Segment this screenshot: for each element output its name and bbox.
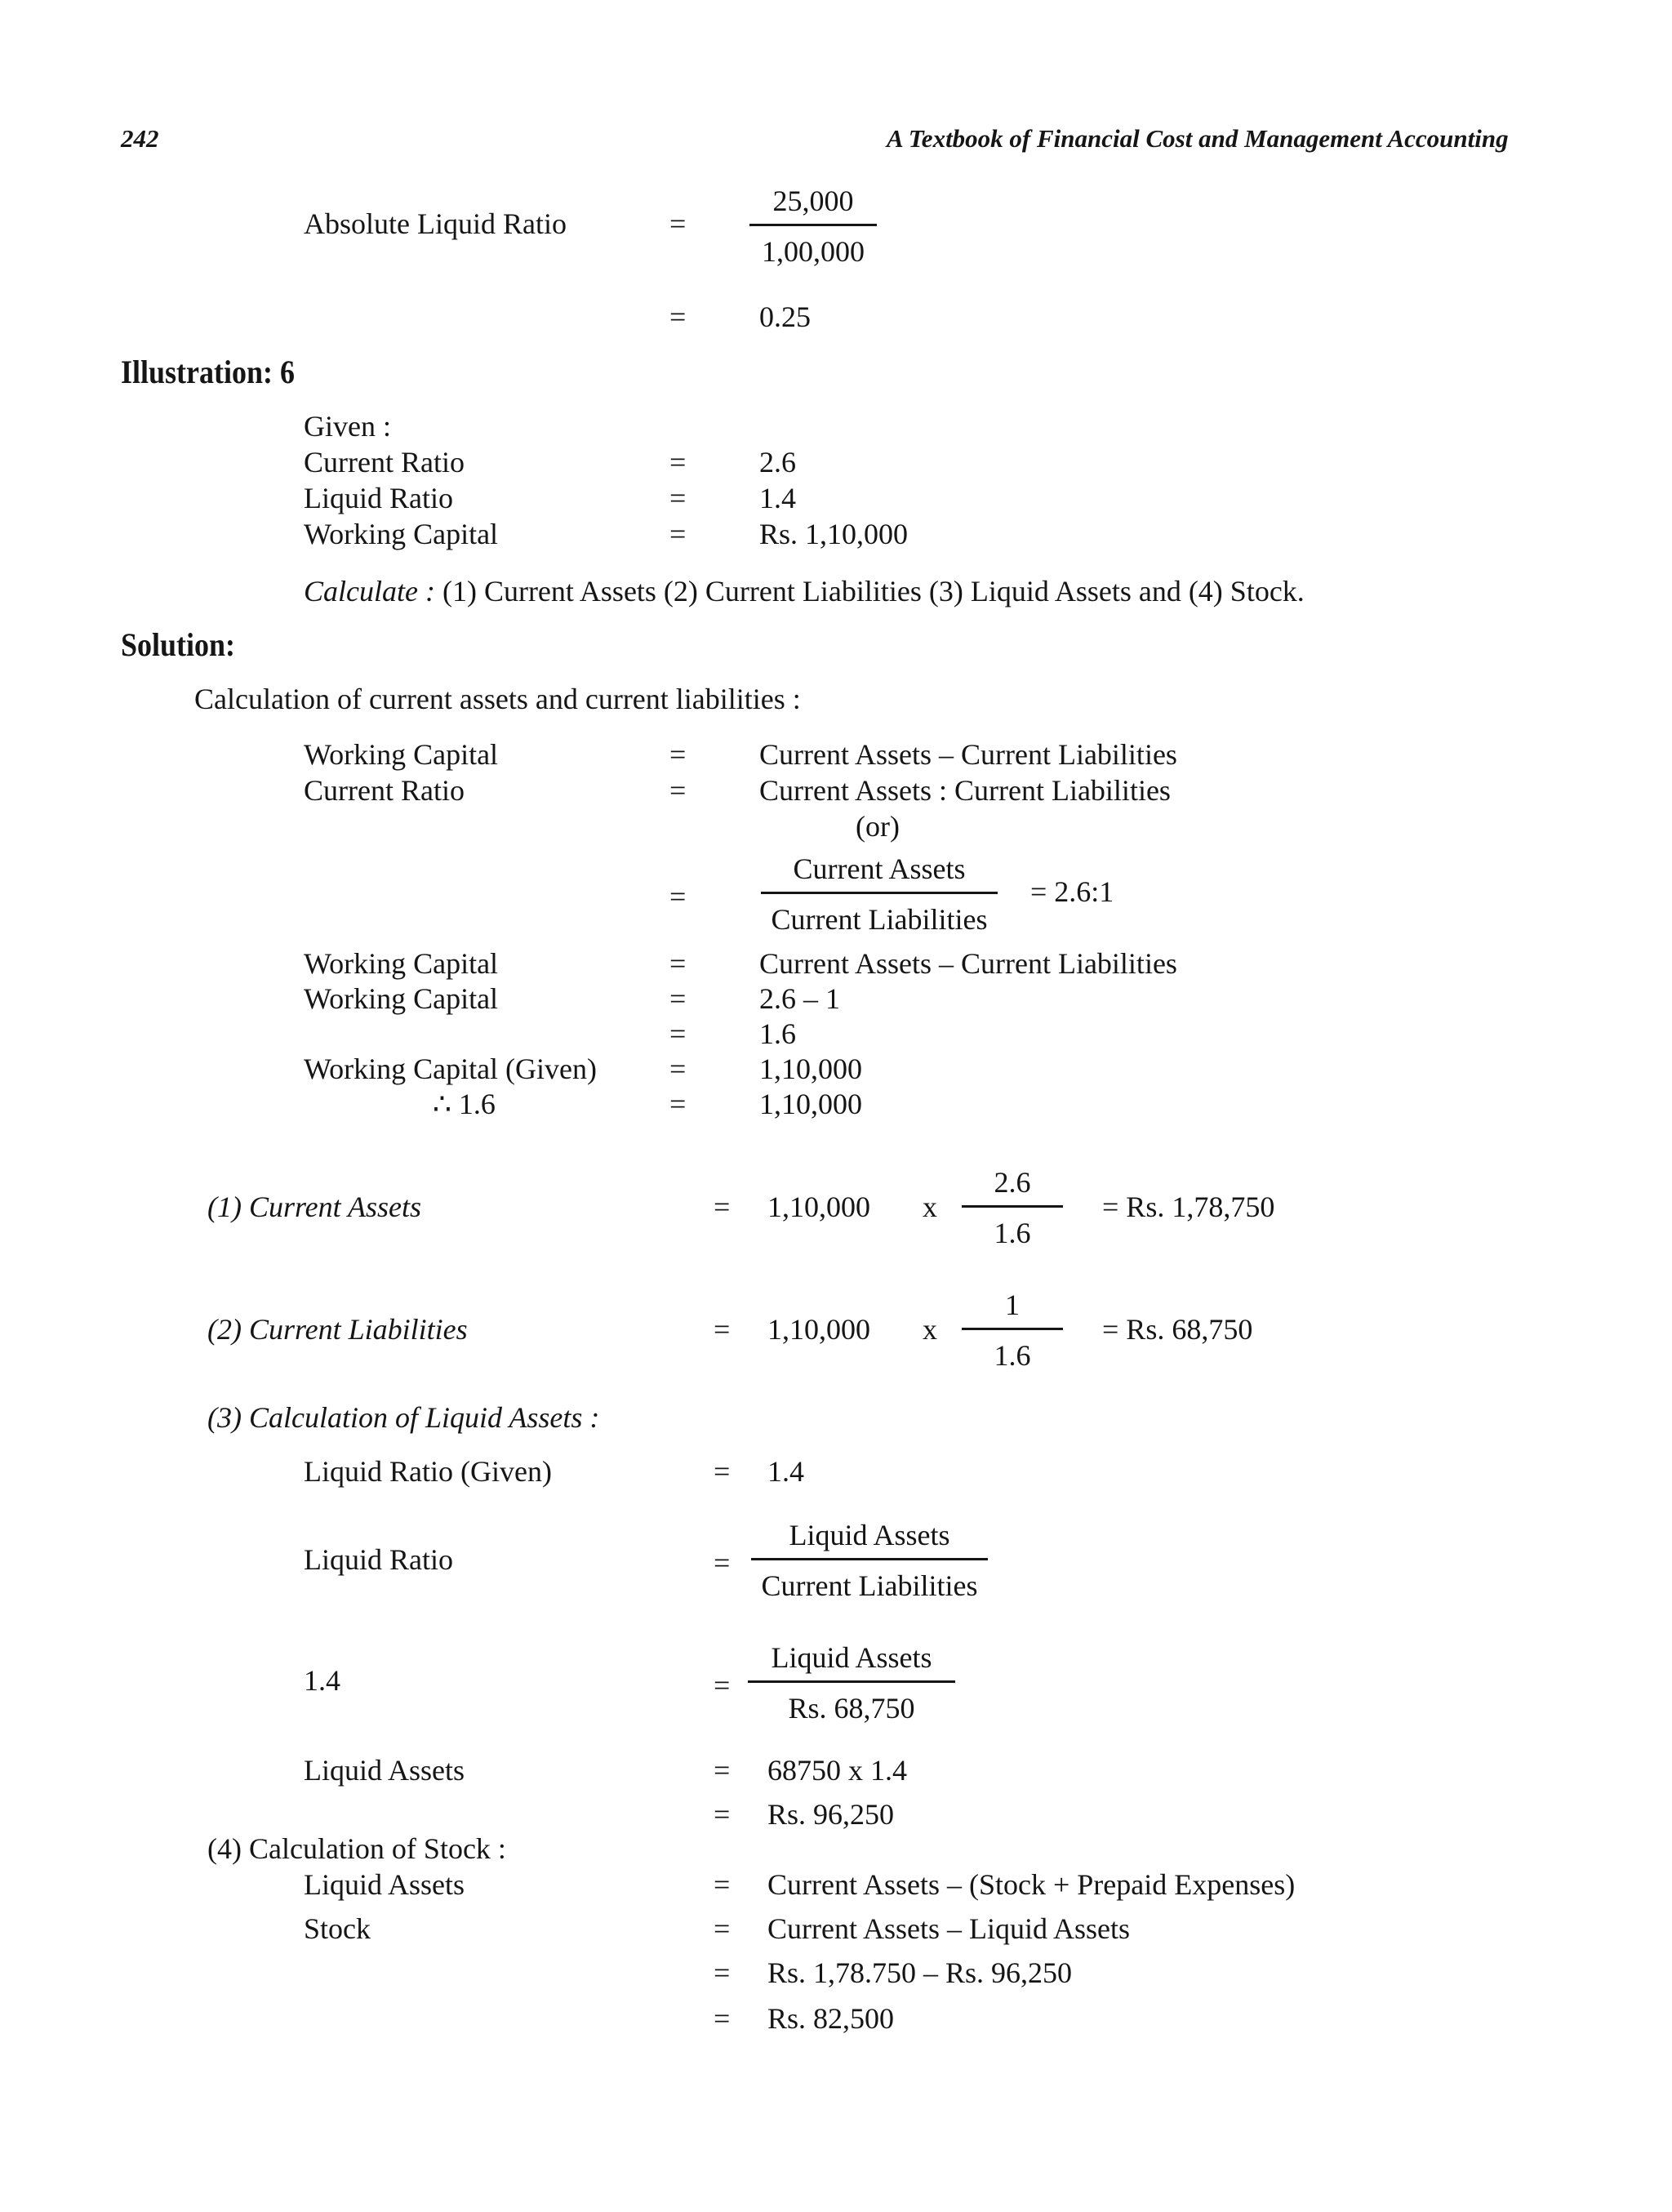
equals-sign: = (714, 1191, 731, 1223)
equals-sign: = (669, 774, 687, 807)
solution-row-label: Current Ratio (304, 774, 465, 807)
part2-label: (2) Current Liabilities (207, 1313, 468, 1346)
absolute-liquid-fraction (749, 181, 877, 268)
part3-heading: (3) Calculation of Liquid Assets : (207, 1401, 600, 1434)
or-text: (or) (856, 810, 900, 843)
equals-sign: = (714, 1798, 731, 1831)
current-ratio-result: = 2.6:1 (1030, 875, 1114, 908)
equals-sign: = (714, 1313, 731, 1346)
equals-sign: = (714, 1455, 731, 1488)
fraction-bar (761, 892, 998, 894)
stock-row-value: Rs. 1,78.750 – Rs. 96,250 (767, 1956, 1073, 1989)
solution-row-label: Working Capital (304, 947, 499, 980)
stock-row-value: Current Assets – Liquid Assets (767, 1912, 1131, 1945)
liquid-ratio-label: Liquid Ratio (304, 1543, 453, 1576)
equals-sign: = (714, 1868, 731, 1901)
equals-sign: = (669, 947, 687, 980)
given-row-value: 1.4 (759, 482, 796, 514)
equals-sign: = (714, 1547, 731, 1579)
part2-fraction (962, 1285, 1063, 1370)
equals-sign: = (669, 207, 687, 240)
fraction-numerator: Liquid Assets (789, 1519, 950, 1551)
fraction-bar (749, 224, 877, 226)
equals-sign: = (669, 1017, 687, 1050)
liquid-assets-fraction (748, 1638, 955, 1723)
equals-sign: = (669, 518, 687, 550)
equals-sign: = (714, 1669, 731, 1702)
equals-sign: = (714, 1912, 731, 1945)
solution-row-label: Working Capital (304, 738, 499, 771)
solution-heading: Solution: (121, 626, 236, 663)
illustration-heading: Illustration: 6 (121, 354, 296, 390)
fraction-numerator: 25,000 (772, 185, 854, 217)
liquid-ratio-fraction (751, 1515, 988, 1600)
given-row-label: Current Ratio (304, 446, 465, 478)
equals-sign: = (714, 1754, 731, 1787)
given-row-value: 2.6 (759, 446, 796, 478)
solution-row-value: 1,10,000 (759, 1088, 862, 1120)
fraction-denominator: 1.6 (994, 1217, 1031, 1249)
calculate-line (304, 576, 1305, 606)
solution-row-value: Current Assets – Current Liabilities (759, 947, 1177, 980)
equals-sign: = (714, 1956, 731, 1989)
solution-row-label: Working Capital (304, 982, 499, 1015)
stock-row-label: Stock (304, 1912, 371, 1945)
equals-sign: = (669, 880, 687, 913)
fraction-numerator: Liquid Assets (771, 1641, 932, 1674)
absolute-liquid-result: 0.25 (759, 300, 811, 333)
part2-value: 1,10,000 (767, 1313, 870, 1346)
liquid-ratio-given-value: 1.4 (767, 1455, 804, 1488)
fraction-denominator: Rs. 68,750 (788, 1692, 915, 1725)
equals-sign: = (669, 1088, 687, 1120)
times-sign: x (923, 1191, 937, 1223)
fraction-bar (748, 1680, 955, 1683)
solution-row-label: Working Capital (Given) (304, 1053, 598, 1085)
given-label: Given : (304, 410, 391, 443)
fraction-denominator: Current Liabilities (771, 903, 988, 936)
given-row-value: Rs. 1,10,000 (759, 518, 909, 550)
fraction-denominator: 1.6 (994, 1339, 1031, 1372)
given-row-label: Working Capital (304, 518, 499, 550)
equals-sign: = (669, 1053, 687, 1085)
running-title: A Textbook of Financial Cost and Management Accounting (887, 124, 1509, 153)
part2-result: = Rs. 68,750 (1102, 1313, 1253, 1346)
solution-row-value: Current Assets : Current Liabilities (759, 774, 1171, 807)
part1-label: (1) Current Assets (207, 1191, 422, 1223)
stock-row-value: Current Assets – (Stock + Prepaid Expenses) (767, 1868, 1296, 1901)
liquid-assets-label: Liquid Assets (304, 1754, 465, 1787)
part1-fraction (962, 1163, 1063, 1248)
solution-row-value: 1,10,000 (759, 1053, 862, 1085)
equals-sign: = (669, 738, 687, 771)
equals-sign: = (669, 982, 687, 1015)
fraction-numerator: 1 (1005, 1288, 1020, 1321)
times-sign: x (923, 1313, 937, 1346)
solution-row-value: 2.6 – 1 (759, 982, 840, 1015)
current-ratio-fraction (761, 849, 998, 934)
part1-value: 1,10,000 (767, 1191, 870, 1223)
stock-final-result: Rs. 82,500 (767, 2002, 895, 2035)
fraction-numerator: 2.6 (994, 1166, 1031, 1199)
equals-sign: = (669, 482, 687, 514)
fraction-denominator: Current Liabilities (761, 1569, 978, 1602)
fraction-numerator: Current Assets (793, 852, 966, 885)
solution-row-value: Current Assets – Current Liabilities (759, 738, 1177, 771)
fraction-bar (751, 1558, 988, 1560)
part1-result: = Rs. 1,78,750 (1102, 1191, 1275, 1223)
calculate-text: (1) Current Assets (2) Current Liabilities (3) Liquid Assets and (4) Stock. (434, 575, 1305, 608)
therefore-label: ∴ 1.6 (433, 1088, 496, 1120)
fraction-bar (962, 1205, 1063, 1208)
liquid-ratio-value-label: 1.4 (304, 1664, 340, 1697)
fraction-bar (962, 1328, 1063, 1330)
absolute-liquid-ratio-label: Absolute Liquid Ratio (304, 207, 567, 240)
part4-heading: (4) Calculation of Stock : (207, 1832, 506, 1865)
fraction-denominator: 1,00,000 (762, 235, 865, 268)
solution-intro: Calculation of current assets and current liabilities : (194, 683, 801, 715)
given-row-label: Liquid Ratio (304, 482, 453, 514)
calculate-prefix: Calculate : (304, 575, 435, 608)
equals-sign: = (714, 2002, 731, 2035)
liquid-ratio-given-label: Liquid Ratio (Given) (304, 1455, 552, 1488)
page-number: 242 (121, 124, 159, 153)
liquid-assets-result: Rs. 96,250 (767, 1798, 895, 1831)
equals-sign: = (669, 300, 687, 333)
solution-row-value: 1.6 (759, 1017, 796, 1050)
liquid-assets-value: 68750 x 1.4 (767, 1754, 907, 1787)
stock-row-label: Liquid Assets (304, 1868, 465, 1901)
equals-sign: = (669, 446, 687, 478)
